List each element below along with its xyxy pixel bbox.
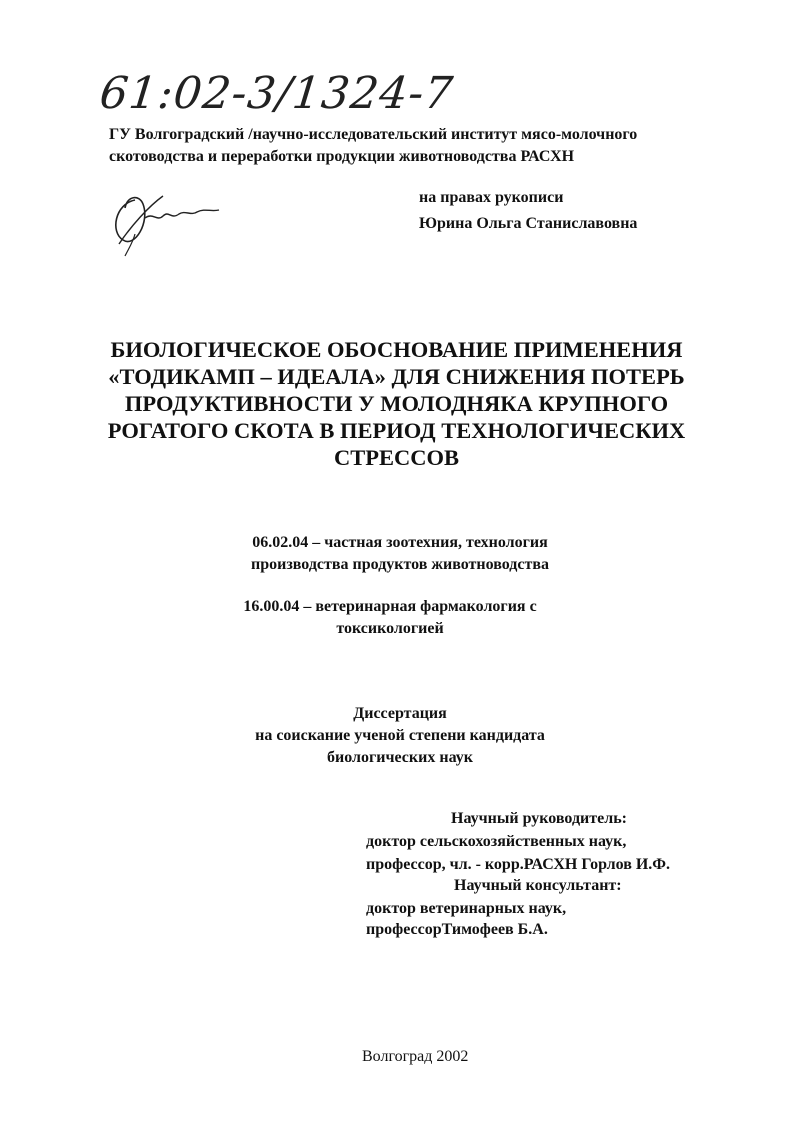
- manuscript-rights: на правах рукописи: [419, 189, 564, 206]
- title-line: РОГАТОГО СКОТА В ПЕРИОД ТЕХНОЛОГИЧЕСКИХ: [107, 418, 686, 443]
- title-line: БИОЛОГИЧЕСКОЕ ОБОСНОВАНИЕ ПРИМЕНЕНИЯ: [110, 337, 683, 362]
- handwritten-archive-number: 61:02-3/1324-7: [97, 68, 457, 119]
- supervisor-title: Научный руководитель:: [451, 810, 627, 827]
- title-line: ПРОДУКТИВНОСТИ У МОЛОДНЯКА КРУПНОГО: [124, 391, 669, 416]
- institution-name: [109, 124, 637, 168]
- specialty-1-line-1: 06.02.04 – частная зоотехния, технология: [252, 534, 548, 551]
- title-line: СТРЕССОВ: [333, 445, 459, 470]
- institution-line-1: ГУ Волгоградский /научно-исследовательский институт мясо-молочного: [109, 126, 638, 143]
- dissertation-line-2: на соискание ученой степени кандидата: [255, 727, 545, 744]
- author-name: Юрина Ольга Станиславовна: [419, 215, 638, 232]
- city-year: Волгоград 2002: [362, 1048, 469, 1065]
- dissertation-line-3: биологических наук: [327, 749, 473, 766]
- consultant-degree: доктор ветеринарных наук,: [366, 900, 567, 917]
- handwritten-signature: [105, 182, 225, 262]
- dissertation-degree: [200, 703, 600, 769]
- title-line: «ТОДИКАМП – ИДЕАЛА» ДЛЯ СНИЖЕНИЯ ПОТЕРЬ: [108, 364, 685, 389]
- supervisor-name: профессор, чл. - корр.РАСХН Горлов И.Ф.: [366, 856, 671, 873]
- consultant-name: профессорТимофеев Б.А.: [366, 921, 548, 938]
- consultant-title: Научный консультант:: [454, 877, 622, 894]
- specialty-2-line-1: 16.00.04 – ветеринарная фармакология с: [243, 598, 537, 615]
- specialty-1-line-2: производства продуктов животноводства: [251, 556, 549, 573]
- institution-line-2: скотоводства и переработки продукции животноводства РАСХН: [109, 148, 575, 165]
- specialty-2-line-2: токсикологией: [336, 620, 444, 637]
- supervisor-degree: доктор сельскохозяйственных наук,: [366, 833, 627, 850]
- dissertation-title: [60, 336, 733, 471]
- specialty-1: [220, 532, 580, 576]
- dissertation-line-1: Диссертация: [353, 705, 447, 722]
- specialty-2: [220, 596, 560, 640]
